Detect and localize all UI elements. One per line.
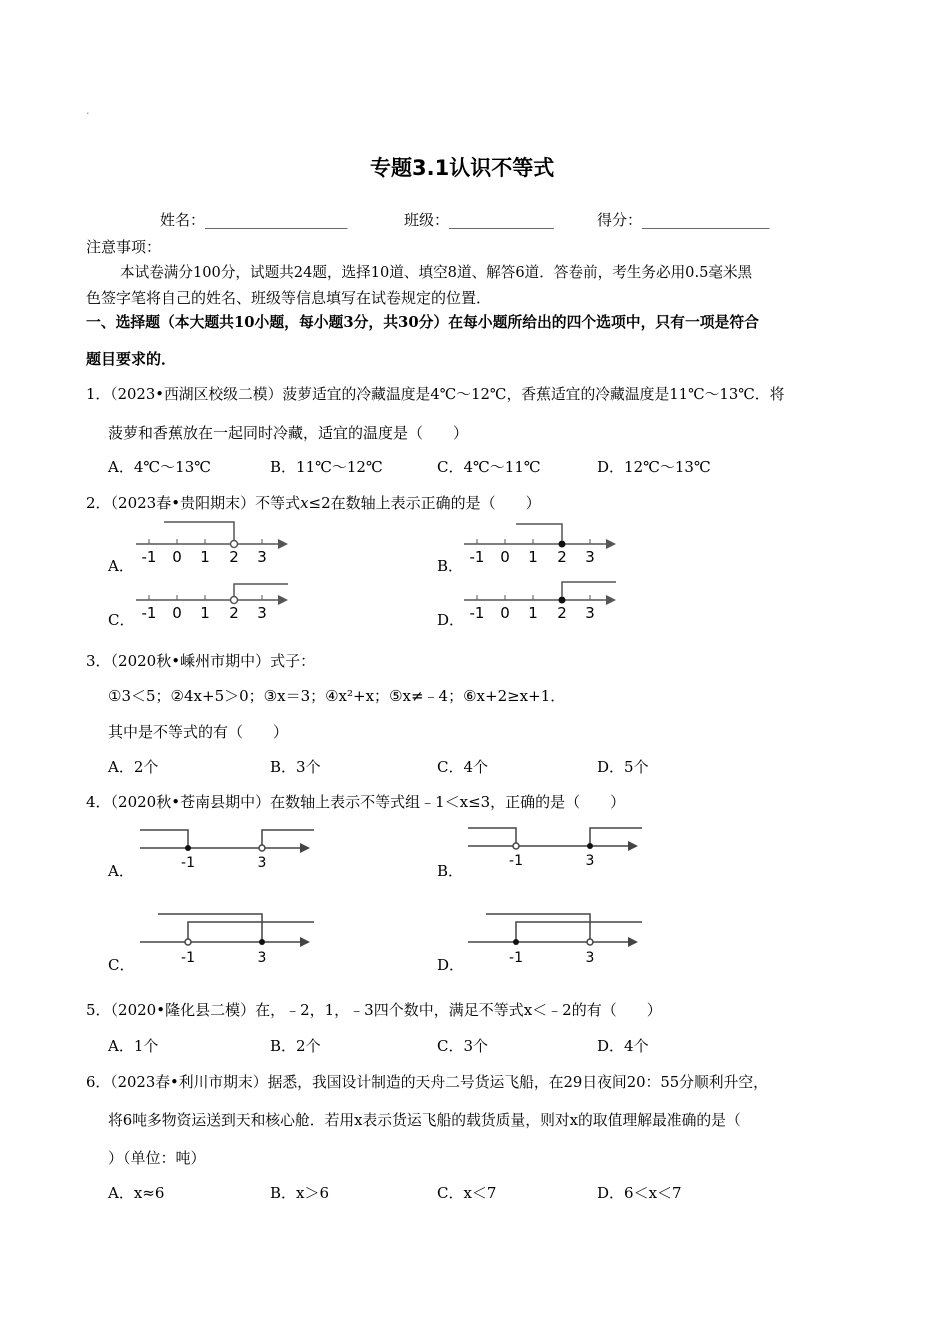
closed-endpoint [559,541,566,548]
notice-line-1: 本试卷满分100分，试题共24题，选择10道、填空8道、解答6道．答卷前，考生务必用0.5毫米黑 [120,264,753,281]
q4-option-d-number-line [466,906,646,968]
open-endpoint [185,939,191,945]
q4-option-b-number-line [466,822,646,872]
q1-option-b: B．11℃～12℃ [270,458,383,476]
q6-option-d: D．6＜x＜7 [597,1184,682,1202]
range-bracket-left [140,830,188,846]
page-title: 专题3.1认识不等式 [370,156,555,180]
q5-option-a: A．1个 [108,1037,159,1055]
q2-option-b-label: B． [437,557,464,575]
axis-arrow [300,937,310,947]
range-bracket-upper [486,914,590,940]
section-heading-line-1: 一、选择题（本大题共10小题，每小题3分，共30分）在每小题所给出的四个选项中，只有一项是符合 [86,314,759,331]
q2-option-a-number-line [132,518,292,570]
q3-expr-6: ⑥x+2≥x+1． [463,687,566,705]
q4-option-c-number-line [138,908,318,970]
open-endpoint [587,939,593,945]
tick-label: 3 [585,548,595,566]
closed-endpoint [259,939,265,945]
q2-option-b-number-line [460,518,620,570]
closed-endpoint [185,845,191,851]
q3-expr-4: ④x²+x； [325,687,390,705]
open-endpoint [259,845,265,851]
q3-expr-5: ⑤x≠﹣4； [389,687,464,705]
q3-expr-3: ③x＝3； [263,687,326,705]
q2-stem [86,492,541,513]
q2-option-a-label: A． [108,557,134,575]
q1-option-c: C．4℃～11℃ [437,458,541,476]
closed-endpoint [559,597,566,604]
q4-option-a-label: A． [108,862,134,880]
score-field-label: 得分：_________________ [597,211,770,229]
tick-label: 1 [528,548,538,566]
tick-label: -1 [181,855,195,871]
tick-label: 3 [585,604,595,622]
q3-option-d: D．5个 [597,758,649,776]
tick-label: 3 [257,604,267,622]
axis-arrow [278,539,288,549]
q2-option-d-label: D． [437,611,465,629]
range-bracket [234,584,288,596]
q3-expression-list [108,685,565,706]
q6-stem-line-1: 6．（2023春•利川市期末）据悉，我国设计制造的天舟二号货运飞船，在29日夜间20：55分顺利升空， [86,1074,768,1091]
q2-stem-suffix: ≤2在数轴上表示正确的是（ ） [308,494,541,512]
axis-arrow [606,595,616,605]
q3-expr-1: ①3＜5； [108,687,171,705]
q2-option-d-number-line [460,576,620,626]
q6-stem-line-2: 将6吨多物资运送到天和核心舱．若用x表示货运飞船的载货质量，则对x的取值理解最准确的是（ [108,1112,741,1129]
tick-label: 0 [500,548,510,566]
tick-label: 3 [257,548,267,566]
q4-stem: 4．（2020秋•苍南县期中）在数轴上表示不等式组﹣1＜x≤3，正确的是（ ） [86,793,626,811]
q6-option-b: B．x＞6 [270,1184,330,1202]
range-bracket-upper [158,914,262,940]
tick-label: 3 [585,950,595,966]
notice-line-2: 色签字笔将自己的姓名、班级等信息填写在试卷规定的位置． [86,289,492,307]
q6-option-c: C．x＜7 [437,1184,497,1202]
q3-option-b: B．3个 [270,758,321,776]
q5-option-b: B．2个 [270,1037,321,1055]
range-bracket [164,522,234,540]
range-bracket-right [590,828,642,844]
q1-option-d: D．12℃～13℃ [597,458,711,476]
q2-option-c-number-line [132,576,292,626]
tick-label: -1 [141,604,157,622]
axis-arrow [628,841,638,851]
q3-stem-line-1: 3．（2020秋•嵊州市期中）式子： [86,652,316,670]
q1-stem-line-1: 1．（2023•西湖区校级二模）菠萝适宜的冷藏温度是4℃～12℃，香蕉适宜的冷藏温度是11℃～13℃．将 [86,386,785,403]
tick-label: -1 [469,548,485,566]
q3-option-a: A．2个 [108,758,159,776]
q4-option-b-label: B． [437,862,464,880]
tick-label: -1 [469,604,485,622]
tick-label: 3 [257,855,267,871]
q2-stem-prefix: 2．（2023春•贵阳期末）不等式 [86,494,301,512]
q1-stem-line-2: 菠萝和香蕉放在一起同时冷藏，适宜的温度是（ ） [108,424,469,442]
tick-label: -1 [141,548,157,566]
tick-label: 3 [257,950,267,966]
axis-arrow [278,595,288,605]
q3-option-c: C．4个 [437,758,489,776]
q3-stem-line-3: 其中是不等式的有（ ） [108,723,289,741]
axis-arrow [300,843,310,853]
range-bracket-right [262,830,314,846]
q3-expr-2: ②4x+5＞0； [170,687,264,705]
q2-option-c-label: C． [108,611,135,629]
open-endpoint [231,597,238,604]
q5-option-c: C．3个 [437,1037,489,1055]
tick-label: 2 [557,604,567,622]
open-endpoint [231,541,238,548]
section-heading-line-2: 题目要求的． [86,350,177,368]
name-field-label: 姓名：___________________ [160,211,348,229]
tick-label: 3 [585,853,595,869]
closed-endpoint [513,939,519,945]
tick-label: 2 [229,548,239,566]
axis-arrow [628,937,638,947]
q6-option-a: A．x≈6 [108,1184,165,1202]
q4-option-a-number-line [138,826,318,876]
tick-label: 0 [500,604,510,622]
tick-label: 1 [200,604,210,622]
q5-option-d: D．4个 [597,1037,649,1055]
closed-endpoint [587,843,593,849]
tick-label: -1 [509,950,523,966]
q4-option-c-label: C． [108,956,135,974]
range-bracket [562,582,616,596]
range-bracket-lower [188,922,314,940]
tick-label: 0 [172,604,182,622]
tick-label: 0 [172,548,182,566]
q4-option-d-label: D． [437,956,465,974]
range-bracket-left [468,828,516,844]
tick-label: 2 [229,604,239,622]
class-field-label: 班级：______________ [404,211,555,229]
q1-option-a: A．4℃～13℃ [108,458,212,476]
axis-arrow [606,539,616,549]
q6-stem-line-3: ）（单位：吨） [108,1149,206,1167]
tick-label: 2 [557,548,567,566]
tick-label: 1 [200,548,210,566]
open-endpoint [513,843,519,849]
corner-mark: . [86,104,90,117]
notice-title: 注意事项： [86,238,162,256]
range-bracket-lower [516,922,642,940]
tick-label: -1 [181,950,195,966]
range-bracket [516,524,562,540]
tick-label: 1 [528,604,538,622]
q2-variable: x [300,494,309,512]
q5-stem: 5．（2020•隆化县二模）在，﹣2，1，﹣3四个数中，满足不等式x＜﹣2的有（ ） [86,1001,662,1019]
tick-label: -1 [509,853,523,869]
